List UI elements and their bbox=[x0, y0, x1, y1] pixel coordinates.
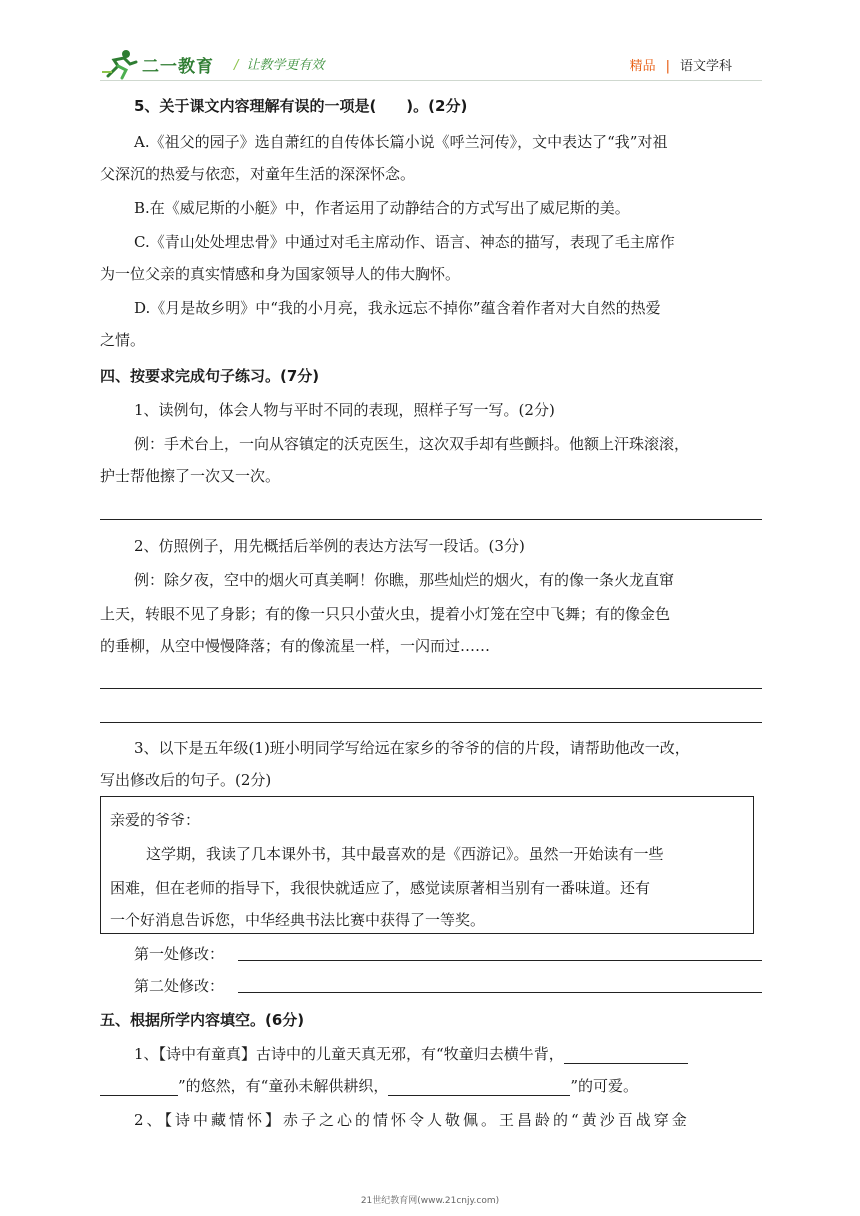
sec4-q1-example-line2: 护士帮他擦了一次又一次。 bbox=[100, 467, 281, 485]
sec5-q2-line1: 2、【诗中藏情怀】赤子之心的情怀令人敬佩。王昌龄的“黄沙百战穿金 bbox=[134, 1111, 690, 1129]
letter-line2: 困难，但在老师的指导下，我很快就适应了，感觉读原著相当别有一番味道。还有 bbox=[110, 879, 651, 897]
sec4-q2-example-line1: 例：除夕夜，空中的烟火可真美啊！你瞧，那些灿烂的烟火，有的像一条火龙直窜 bbox=[134, 571, 675, 589]
sec5-q1-text-b: ”的悠然，有“童孙未解供耕织， bbox=[178, 1077, 389, 1095]
section5-title: 五、根据所学内容填空。(6分) bbox=[100, 1011, 305, 1029]
sec4-q2-example-line2: 上天，转眼不见了身影；有的像一只只小萤火虫，提着小灯笼在空中飞舞；有的像金色 bbox=[100, 605, 671, 623]
sec4-q3-line2: 写出修改后的句子。(2分) bbox=[100, 771, 272, 789]
header-divider bbox=[100, 80, 762, 81]
section4-title: 四、按要求完成句子练习。(7分) bbox=[100, 367, 320, 385]
q5-option-b: B.在《威尼斯的小艇》中，作者运用了动静结合的方式写出了威尼斯的美。 bbox=[134, 199, 630, 217]
sec4-q1-example-line1: 例：手术台上，一向从容镇定的沃克医生，这次双手却有些颤抖。他额上汗珠滚滚， bbox=[134, 435, 690, 453]
logo-text: 二一教育 bbox=[142, 56, 214, 77]
fix1-answer-line[interactable] bbox=[238, 960, 762, 961]
sec4-q3-line1: 3、以下是五年级(1)班小明同学写给远在家乡的爷爷的信的片段，请帮助他改一改， bbox=[134, 739, 690, 757]
answer-line[interactable] bbox=[100, 722, 762, 723]
q5-option-d-line1: D.《月是故乡明》中“我的小月亮，我永远忘不掉你”蕴含着作者对大自然的热爱 bbox=[134, 299, 661, 317]
q5-title: 5、关于课文内容理解有误的一项是( )。(2分) bbox=[134, 97, 468, 115]
q5-option-c-line2: 为一位父亲的真实情感和身为国家领导人的伟大胸怀。 bbox=[100, 265, 461, 283]
q5-option-d-line2: 之情。 bbox=[100, 331, 146, 349]
fix2-label: 第二处修改： bbox=[134, 977, 225, 995]
letter-greeting: 亲爱的爷爷： bbox=[110, 811, 201, 829]
runner-logo-icon bbox=[100, 48, 140, 80]
slogan-text: 让教学更有效 bbox=[246, 58, 325, 73]
letter-line1: 这学期，我读了几本课外书，其中最喜欢的是《西游记》。虽然一开始读有一些 bbox=[146, 845, 664, 863]
slogan: / 让教学更有效 bbox=[234, 58, 325, 73]
subject-tag: 精品 | 语文学科 bbox=[629, 59, 732, 74]
sec4-q2-example-line3: 的垂柳，从空中慢慢降落；有的像流星一样，一闪而过…… bbox=[100, 637, 491, 655]
sec4-q1: 1、读例句，体会人物与平时不同的表现，照样子写一写。(2分) bbox=[134, 401, 555, 419]
fill-blank[interactable] bbox=[388, 1079, 570, 1096]
answer-line[interactable] bbox=[100, 519, 762, 520]
logo bbox=[100, 46, 214, 82]
page-footer: 21世纪教育网(www.21cnjy.com) bbox=[360, 1196, 500, 1206]
q5-option-a-line2: 父深沉的热爱与依恋，对童年生活的深深怀念。 bbox=[100, 165, 416, 183]
fix1-label: 第一处修改： bbox=[134, 945, 225, 963]
subject-label: 语文学科 bbox=[679, 59, 732, 74]
quality-label: 精品 bbox=[629, 59, 656, 74]
letter-line3: 一个好消息告诉您，中华经典书法比赛中获得了一等奖。 bbox=[110, 911, 486, 929]
q5-option-c-line1: C.《青山处处埋忠骨》中通过对毛主席动作、语言、神态的描写，表现了毛主席作 bbox=[134, 233, 675, 251]
sec5-q1-text-a: 1、【诗中有童真】古诗中的儿童天真无邪，有“牧童归去横牛背， bbox=[134, 1045, 564, 1063]
fill-blank[interactable] bbox=[564, 1047, 688, 1064]
sec5-q1-line2 bbox=[100, 1076, 638, 1096]
fill-blank[interactable] bbox=[100, 1079, 178, 1096]
sec5-q1-text-c: ”的可爱。 bbox=[570, 1077, 639, 1095]
page-header bbox=[100, 46, 762, 82]
sec4-q2: 2、仿照例子，用先概括后举例的表达方法写一段话。(3分) bbox=[134, 537, 525, 555]
answer-line[interactable] bbox=[100, 688, 762, 689]
sec5-q1-line1 bbox=[134, 1044, 688, 1064]
fix2-answer-line[interactable] bbox=[238, 992, 762, 993]
q5-option-a-line1: A.《祖父的园子》选自萧红的自传体长篇小说《呼兰河传》，文中表达了“我”对祖 bbox=[134, 133, 668, 151]
